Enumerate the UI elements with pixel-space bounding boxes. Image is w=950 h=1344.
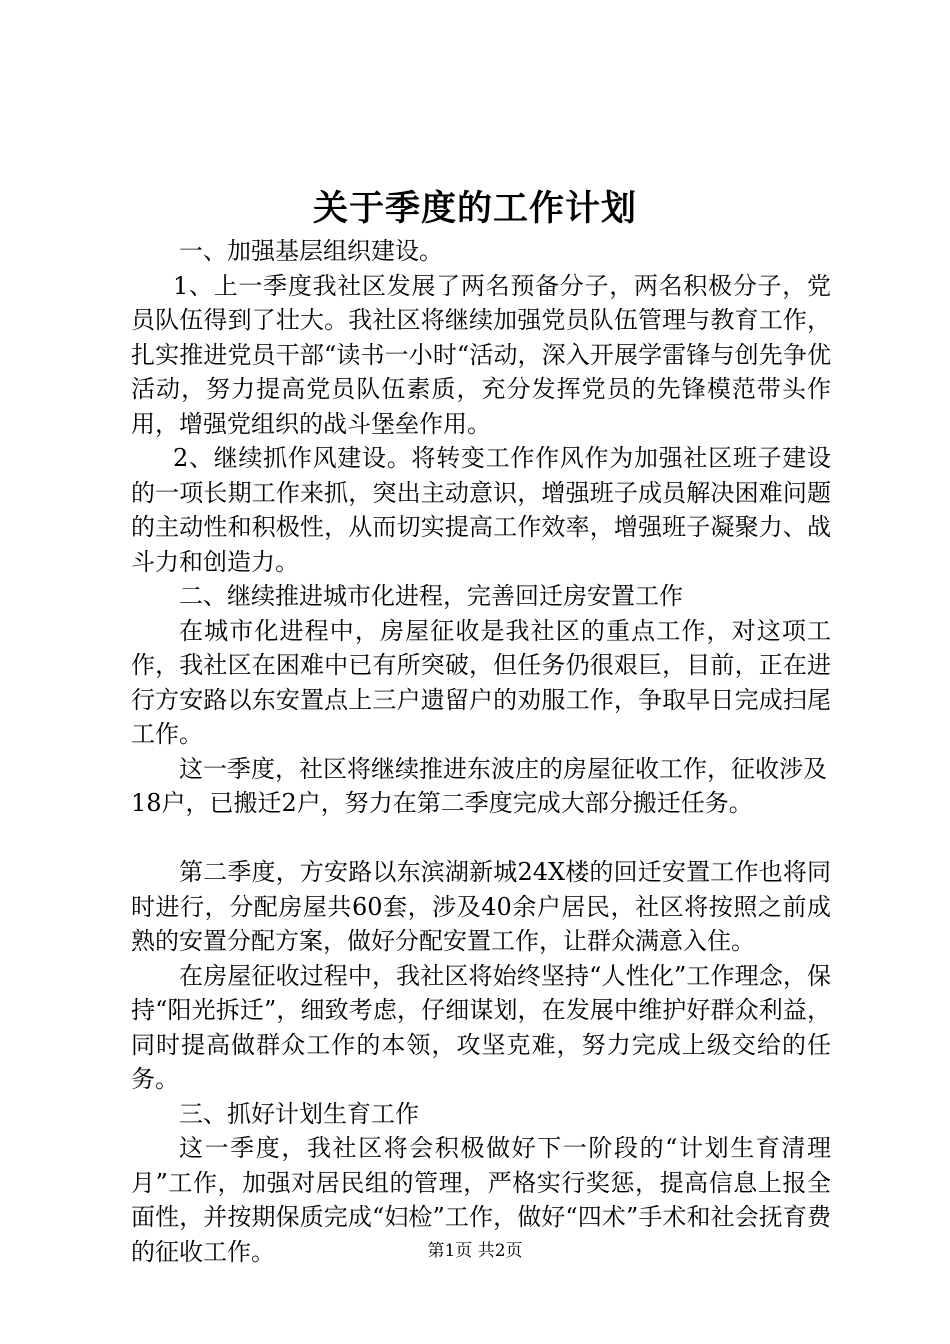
paragraph-2-4: 在房屋征收过程中，我社区将始终坚持“人性化”工作理念，保持“阳光拆迁”，细致考虑，仔细谋划，在发展中维护好群众利益，同时提高做群众工作的本领，攻坚克难，努力完成上级交给的任务。: [131, 961, 831, 1093]
page-title: 关于季度的工作计划: [312, 188, 637, 229]
paragraph-2-3: 第二季度，方安路以东滨湖新城24X楼的回迁安置工作也将同时进行，分配房屋共60套，涉及40余户居民，社区将按照之前成熟的安置分配方案，做好分配安置工作，让群众满意入住。: [131, 858, 831, 955]
section-heading-1: 一、加强基层组织建设。: [179, 237, 443, 265]
section-heading-3: 三、抓好计划生育工作: [179, 1099, 419, 1128]
section-heading-2: 二、继续推进城市化进程，完善回迁房安置工作: [179, 582, 683, 610]
paragraph-1-1: 1、上一季度我社区发展了两名预备分子，两名积极分子，党员队伍得到了壮大。我社区将继续加强党员队伍管理与教育工作，扎实推进党员干部“读书一小时“活动，深入开展学雷锋与创先争优活动，努力提高党员队伍素质，充分发挥党员的先锋模范带头作用，增强党组织的战斗堡垒作用。: [131, 271, 831, 438]
blank-line: [131, 821, 831, 856]
page-footer: 第1页 共2页: [427, 1241, 523, 1261]
paragraph-3-1: 这一季度，我社区将会积极做好下一阶段的“计划生育清理月”工作，加强对居民组的管理，严格实行奖惩，提高信息上报全面性，并按期保质完成“妇检”工作，做好“四术”手术和社会抚育费的征收工作。: [131, 1134, 831, 1266]
paragraph-2-2: 这一季度，社区将继续推进东波庄的房屋征收工作，征收涉及18户，已搬迁2户，努力在第二季度完成大部分搬迁任务。: [131, 754, 827, 817]
document-body: [131, 234, 831, 1269]
paragraph-2-1: 在城市化进程中，房屋征收是我社区的重点工作，对这项工作，我社区在困难中已有所突破，但任务仍很艰巨，目前，正在进行方安路以东安置点上三户遗留户的劝服工作，争取早日完成扫尾工作。: [131, 616, 831, 748]
paragraph-1-2: 2、继续抓作风建设。将转变工作作风作为加强社区班子建设的一项长期工作来抓，突出主动意识，增强班子成员解决困难问题的主动性和积极性，从而切实提高工作效率，增强班子凝聚力、战斗力和创造力。: [131, 444, 831, 576]
